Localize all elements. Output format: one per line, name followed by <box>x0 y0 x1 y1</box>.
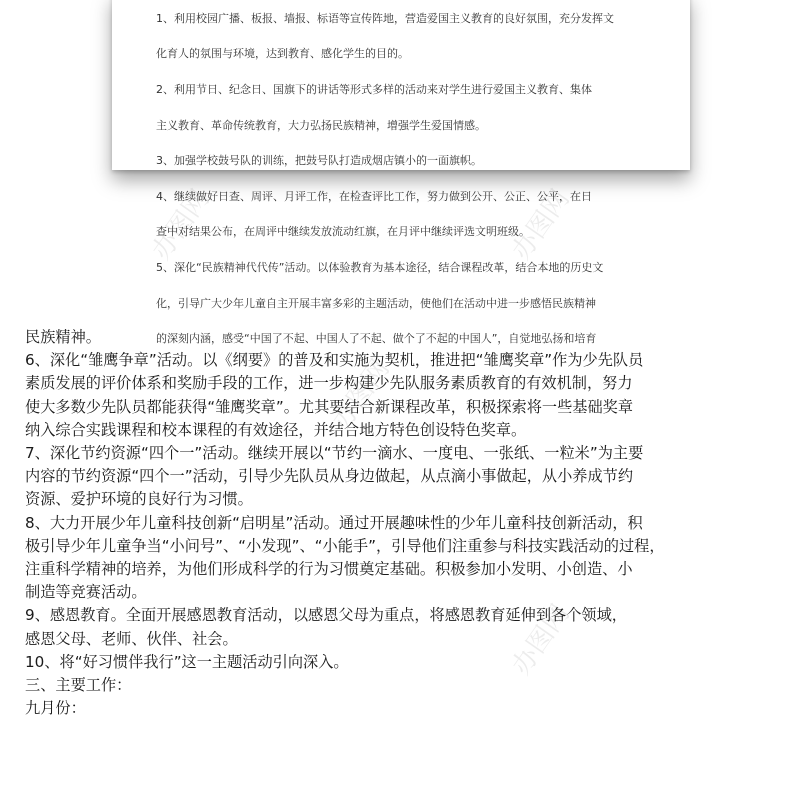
body-line: 10、将“好习惯伴我行”这一主题活动引向深入。 <box>25 652 349 671</box>
preview-line: 主义教育、革命传统教育，大力弘扬民族精神，增强学生爱国情感。 <box>156 118 486 132</box>
preview-text <box>156 0 656 366</box>
preview-line: 化，引导广大少年儿童自主开展丰富多彩的主题活动，使他们在活动中进一步感悟民族精神 <box>156 296 596 310</box>
preview-line: 5、深化“民族精神代代传”活动。以体验教育为基本途径，结合课程改革，结合本地的历史文 <box>156 260 604 274</box>
body-line: 使大多数少先队员都能获得“雏鹰奖章”。尤其要结合新课程改革，积极探索将一些基础奖章 <box>25 397 634 416</box>
watermark: 办图网 <box>506 184 576 266</box>
preview-line: 查中对结果公布，在周评中继续发放流动红旗，在月评中继续评选文明班级。 <box>156 225 530 239</box>
preview-line: 化育人的氛围与环境，达到教育、感化学生的目的。 <box>156 47 409 61</box>
body-line: 民族精神。 <box>25 328 101 346</box>
preview-line: 4、继续做好日查、周评、月评工作，在检查评比工作，努力做到公开、公正、公平，在日 <box>156 189 592 203</box>
body-line: 9、感恩教育。全面开展感恩教育活动，以感恩父母为重点，将感恩教育延伸到各个领域， <box>25 606 627 625</box>
body-line: 内容的节约资源“四个一”活动，引导少先队员从身边做起，从点滴小事做起，从小养成节约 <box>25 467 634 486</box>
body-line: 九月份： <box>25 699 86 718</box>
preview-line: 2、利用节日、纪念日、国旗下的讲话等形式多样的活动来对学生进行爱国主义教育、集体 <box>156 82 592 96</box>
preview-line: 1、利用校园广播、板报、墙报、标语等宣传阵地，营造爱国主义教育的良好氛围，充分发挥文 <box>156 11 614 25</box>
body-line: 注重科学精神的培养，为他们形成科学的行为习惯奠定基础。积极参加小发明、小创造、小 <box>25 560 633 579</box>
body-line: 三、主要工作： <box>25 676 132 695</box>
document-body <box>25 326 785 720</box>
body-line: 制造等竞赛活动。 <box>25 583 147 602</box>
body-line: 6、深化“雏鹰争章”活动。以《纲要》的普及和实施为契机，推进把“雏鹰奖章”作为少先队员 <box>25 351 644 370</box>
watermark: 办图网 <box>146 184 216 266</box>
preview-line: 的深刻内涵，感受“中国了不起、中国人了不起、做个了不起的中国人”，自觉地弘扬和培育 <box>156 332 597 346</box>
body-line: 极引导少年儿童争当“小问号”、“小发现”、“小能手”，引导他们注重参与科技实践活动的过程， <box>25 536 665 555</box>
body-line: 8、大力开展少年儿童科技创新“启明星”活动。通过开展趣味性的少年儿童科技创新活动，积 <box>25 513 643 532</box>
preview-line: 3、加强学校鼓号队的训练，把鼓号队打造成烟店镇小的一面旗帜。 <box>156 154 482 168</box>
watermark: 办图网 <box>326 354 396 436</box>
body-line: 素质发展的评价体系和奖励手段的工作，进一步构建少先队服务素质教育的有效机制，努力 <box>25 374 633 393</box>
body-line: 资源、爱护环境的良好行为习惯。 <box>25 490 253 509</box>
body-line: 纳入综合实践课程和校本课程的有效途径，并结合地方特色创设特色奖章。 <box>25 420 527 439</box>
body-line: 感恩父母、老师、伙伴、社会。 <box>25 629 238 648</box>
body-line: 7、深化节约资源“四个一”活动。继续开展以“节约一滴水、一度电、一张纸、一粒米”为主要 <box>25 444 644 463</box>
watermark: 办图网 <box>506 599 576 681</box>
